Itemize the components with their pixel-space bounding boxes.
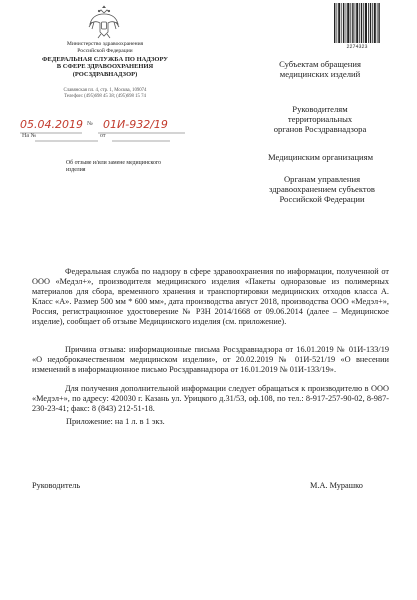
recipient-health-authorities: Органам управления здравоохранением субъектов Российской Федерации: [269, 174, 375, 204]
signatory-name: М.А. Мурашко: [310, 481, 363, 490]
registration-number-label: №: [87, 121, 93, 127]
coat-of-arms-icon: [86, 4, 122, 40]
barcode-number: 2274323: [346, 44, 368, 50]
body-paragraph-contacts: Для получения дополнительной информации следует обращаться к производителю в ООО «Медэл+», по адресу: 420030 г. Казань ул. Урицкого д.31/53, оф.108, по тел.: 8-917-257-90-02, 8-987-230-23-41; факс: 8 (843) 212-51-18.: [32, 384, 389, 414]
attachment-note: Приложение: на 1 л. в 1 экз.: [66, 417, 165, 426]
letter-subject: Об отзыве и/или замене медицинского изделия: [66, 160, 162, 173]
registration-date: 05.04.2019: [20, 118, 83, 131]
body-paragraph-reason: Причина отзыва: информационные письма Росздравнадзора от 16.01.2019 № 01И-133/19 «О недоброкачественном медицинском изделии», от 20.02.2019 № 01И-521/19 «О внесении изменений в информационное письмо Росздравнадзора от 16.01.2019 № 01И-133/19».: [32, 345, 389, 375]
signatory-title: Руководитель: [32, 481, 81, 490]
agency-name: ФЕДЕРАЛЬНАЯ СЛУЖБА ПО НАДЗОРУ В СФЕРЕ ЗДРАВООХРАНЕНИЯ (РОСЗДРАВНАДЗОР): [41, 56, 169, 78]
ministry-name: Министерство здравоохранения Российской Федерации: [66, 41, 144, 54]
body-paragraph-notification: Федеральная служба по надзору в сфере здравоохранения по информации, полученной от ООО «Медэл+», производителя медицинского изделия «Пакеты одноразовые из полимерных материалов для сбора, временного хранения и транспортировки медицинских отходов класса А. Класс «А». Размер 500 мм * 600 мм», дата производства август 2018, производства ООО «Медэл+», Россия, регистрационное удостоверение № РЗН 2014/1668 от 09.06.2014 (далее – Медицинское изделие), сообщает об отзыве Медицинского изделия (см. приложение).: [32, 267, 389, 327]
barcode-icon: [333, 3, 381, 43]
reference-date-label: от: [100, 133, 106, 139]
agency-address: Славянская пл. 4, стр. 1, Москва, 109074 Телефон: (495)698 45 38; (495)698 15 74: [63, 88, 147, 100]
recipient-territorial-heads: Руководителям территориальных органов Росздравнадзора: [273, 104, 367, 134]
recipient-device-subjects: Субъектам обращения медицинских изделий: [279, 59, 361, 79]
recipient-medical-organizations: Медицинским организациям: [267, 152, 374, 162]
reference-number-label: На №: [22, 133, 37, 139]
registration-number: 01И-932/19: [103, 118, 168, 131]
